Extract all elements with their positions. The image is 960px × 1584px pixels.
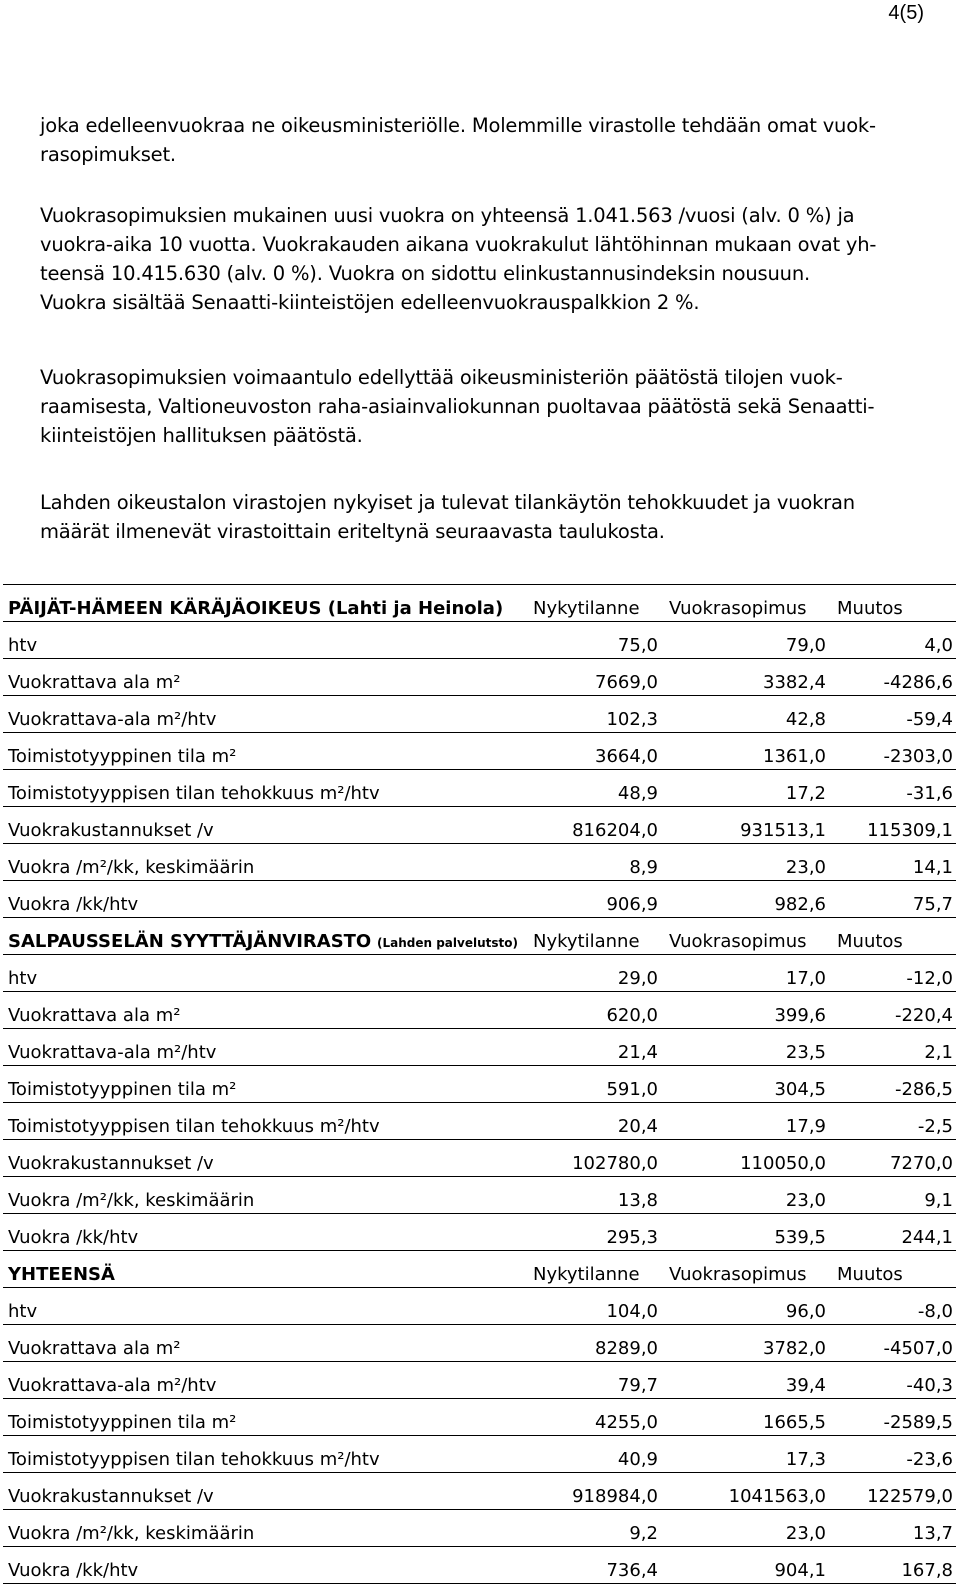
value-cell: -4286,6	[829, 659, 956, 696]
text-line: raamisesta, Valtioneuvoston raha-asiainvaliokunnan puoltavaa päätöstä sekä Senaatti-	[40, 395, 875, 418]
value-cell: 14,1	[829, 844, 956, 881]
value-cell: 3782,0	[661, 1325, 829, 1362]
paragraph-4	[40, 488, 935, 546]
section-title: PÄIJÄT-HÄMEEN KÄRÄJÄOIKEUS (Lahti ja Heinola)	[8, 598, 504, 619]
value-cell: 23,0	[661, 1177, 829, 1214]
row-label: Toimistotyyppinen tila m²	[3, 1399, 525, 1436]
value-cell: 620,0	[525, 992, 661, 1029]
table-row	[3, 1103, 956, 1140]
table-row	[3, 807, 956, 844]
row-label: Vuokra /m²/kk, keskimäärin	[3, 1177, 525, 1214]
table-row	[3, 1547, 956, 1584]
value-cell: 4255,0	[525, 1399, 661, 1436]
table-row	[3, 955, 956, 992]
value-cell: 75,7	[829, 881, 956, 918]
section-title: SALPAUSSELÄN SYYTTÄJÄNVIRASTO	[8, 931, 372, 952]
paragraph-3	[40, 363, 935, 450]
row-label: htv	[3, 1288, 525, 1325]
section-title-cell	[3, 918, 525, 955]
value-cell: 295,3	[525, 1214, 661, 1251]
section-header-row	[3, 1251, 956, 1288]
value-cell: 539,5	[661, 1214, 829, 1251]
value-cell: 7270,0	[829, 1140, 956, 1177]
value-cell: 13,7	[829, 1510, 956, 1547]
text-line: Vuokrasopimuksien voimaantulo edellyttää oikeusministeriön päätöstä tilojen vuok-	[40, 366, 843, 389]
column-header: Muutos	[829, 1251, 956, 1288]
table-row	[3, 844, 956, 881]
text-line: rasopimukset.	[40, 143, 176, 166]
section-title-cell	[3, 1251, 525, 1288]
table-row	[3, 1362, 956, 1399]
paragraph-1	[40, 111, 935, 169]
column-header: Nykytilanne	[525, 585, 661, 622]
row-label: Toimistotyyppinen tila m²	[3, 733, 525, 770]
column-header: Muutos	[829, 585, 956, 622]
value-cell: 17,9	[661, 1103, 829, 1140]
value-cell: 7669,0	[525, 659, 661, 696]
row-label: Vuokra /kk/htv	[3, 881, 525, 918]
table-row	[3, 770, 956, 807]
value-cell: 4,0	[829, 622, 956, 659]
value-cell: -31,6	[829, 770, 956, 807]
section-title-cell	[3, 585, 525, 622]
value-cell: 17,2	[661, 770, 829, 807]
value-cell: 23,0	[661, 1510, 829, 1547]
value-cell: -286,5	[829, 1066, 956, 1103]
value-cell: 904,1	[661, 1547, 829, 1584]
value-cell: -2,5	[829, 1103, 956, 1140]
text-line: joka edelleenvuokraa ne oikeusministeriölle. Molemmille virastolle tehdään omat vuok-	[40, 114, 876, 137]
value-cell: -23,6	[829, 1436, 956, 1473]
table-row	[3, 1399, 956, 1436]
row-label: htv	[3, 955, 525, 992]
text-line: määrät ilmenevät virastoittain eriteltynä seuraavasta taulukosta.	[40, 520, 665, 543]
value-cell: 304,5	[661, 1066, 829, 1103]
value-cell: 79,7	[525, 1362, 661, 1399]
value-cell: 20,4	[525, 1103, 661, 1140]
table-row	[3, 1473, 956, 1510]
value-cell: 23,0	[661, 844, 829, 881]
value-cell: 2,1	[829, 1029, 956, 1066]
row-label: Vuokrattava ala m²	[3, 1325, 525, 1362]
value-cell: 17,3	[661, 1436, 829, 1473]
value-cell: -8,0	[829, 1288, 956, 1325]
value-cell: 48,9	[525, 770, 661, 807]
table-row	[3, 1029, 956, 1066]
value-cell: 40,9	[525, 1436, 661, 1473]
table-row	[3, 1214, 956, 1251]
value-cell: -12,0	[829, 955, 956, 992]
row-label: Vuokrakustannukset /v	[3, 1473, 525, 1510]
value-cell: 399,6	[661, 992, 829, 1029]
row-label: Vuokra /m²/kk, keskimäärin	[3, 844, 525, 881]
value-cell: 167,8	[829, 1547, 956, 1584]
value-cell: 1361,0	[661, 733, 829, 770]
value-cell: 918984,0	[525, 1473, 661, 1510]
value-cell: 42,8	[661, 696, 829, 733]
table-row	[3, 1436, 956, 1473]
value-cell: 931513,1	[661, 807, 829, 844]
text-line: vuokra-aika 10 vuotta. Vuokrakauden aikana vuokrakulut lähtöhinnan mukaan ovat yh-	[40, 233, 877, 256]
text-line: kiinteistöjen hallituksen päätöstä.	[40, 424, 363, 447]
section-subtitle: (Lahden palvelutsto)	[376, 936, 518, 950]
section-header-row	[3, 918, 956, 955]
value-cell: 3664,0	[525, 733, 661, 770]
value-cell: 8289,0	[525, 1325, 661, 1362]
value-cell: 9,2	[525, 1510, 661, 1547]
table-row	[3, 659, 956, 696]
table-row	[3, 733, 956, 770]
value-cell: 104,0	[525, 1288, 661, 1325]
row-label: Toimistotyyppisen tilan tehokkuus m²/htv	[3, 1103, 525, 1140]
value-cell: 736,4	[525, 1547, 661, 1584]
value-cell: 110050,0	[661, 1140, 829, 1177]
value-cell: 13,8	[525, 1177, 661, 1214]
row-label: Vuokrattava ala m²	[3, 992, 525, 1029]
row-label: htv	[3, 622, 525, 659]
table-row	[3, 1288, 956, 1325]
value-cell: 23,5	[661, 1029, 829, 1066]
value-cell: 17,0	[661, 955, 829, 992]
row-label: Vuokra /kk/htv	[3, 1547, 525, 1584]
value-cell: 3382,4	[661, 659, 829, 696]
value-cell: 115309,1	[829, 807, 956, 844]
row-label: Vuokrattava ala m²	[3, 659, 525, 696]
value-cell: 982,6	[661, 881, 829, 918]
rent-comparison-table	[3, 584, 956, 1584]
text-line: Vuokra sisältää Senaatti-kiinteistöjen edelleenvuokrauspalkkion 2 %.	[40, 291, 700, 314]
table-row	[3, 881, 956, 918]
table-row	[3, 622, 956, 659]
value-cell: 816204,0	[525, 807, 661, 844]
table-row	[3, 1510, 956, 1547]
section-header-row	[3, 585, 956, 622]
value-cell: 75,0	[525, 622, 661, 659]
value-cell: 122579,0	[829, 1473, 956, 1510]
text-line: Lahden oikeustalon virastojen nykyiset ja tulevat tilankäytön tehokkuudet ja vuokran	[40, 491, 855, 514]
table-row	[3, 1140, 956, 1177]
value-cell: 244,1	[829, 1214, 956, 1251]
row-label: Vuokrattava-ala m²/htv	[3, 1362, 525, 1399]
row-label: Vuokrattava-ala m²/htv	[3, 696, 525, 733]
value-cell: -40,3	[829, 1362, 956, 1399]
row-label: Vuokrakustannukset /v	[3, 807, 525, 844]
table-row	[3, 1325, 956, 1362]
section-title: YHTEENSÄ	[8, 1264, 115, 1285]
page-number: 4(5)	[888, 2, 924, 24]
value-cell: 1665,5	[661, 1399, 829, 1436]
value-cell: 39,4	[661, 1362, 829, 1399]
value-cell: 1041563,0	[661, 1473, 829, 1510]
text-line: Vuokrasopimuksien mukainen uusi vuokra on yhteensä 1.041.563 /vuosi (alv. 0 %) ja	[40, 204, 855, 227]
value-cell: -4507,0	[829, 1325, 956, 1362]
row-label: Vuokrattava-ala m²/htv	[3, 1029, 525, 1066]
value-cell: 591,0	[525, 1066, 661, 1103]
column-header: Vuokrasopimus	[661, 918, 829, 955]
column-header: Vuokrasopimus	[661, 1251, 829, 1288]
row-label: Vuokra /m²/kk, keskimäärin	[3, 1510, 525, 1547]
column-header: Nykytilanne	[525, 1251, 661, 1288]
value-cell: 9,1	[829, 1177, 956, 1214]
value-cell: 21,4	[525, 1029, 661, 1066]
column-header: Muutos	[829, 918, 956, 955]
value-cell: 102,3	[525, 696, 661, 733]
value-cell: 29,0	[525, 955, 661, 992]
value-cell: 102780,0	[525, 1140, 661, 1177]
text-line: teensä 10.415.630 (alv. 0 %). Vuokra on sidottu elinkustannusindeksin nousuun.	[40, 262, 810, 285]
table-row	[3, 696, 956, 733]
value-cell: 8,9	[525, 844, 661, 881]
table-row	[3, 1177, 956, 1214]
row-label: Toimistotyyppisen tilan tehokkuus m²/htv	[3, 770, 525, 807]
column-header: Vuokrasopimus	[661, 585, 829, 622]
value-cell: 906,9	[525, 881, 661, 918]
value-cell: -2589,5	[829, 1399, 956, 1436]
value-cell: -2303,0	[829, 733, 956, 770]
row-label: Vuokra /kk/htv	[3, 1214, 525, 1251]
value-cell: -59,4	[829, 696, 956, 733]
column-header: Nykytilanne	[525, 918, 661, 955]
value-cell: -220,4	[829, 992, 956, 1029]
row-label: Toimistotyyppisen tilan tehokkuus m²/htv	[3, 1436, 525, 1473]
value-cell: 79,0	[661, 622, 829, 659]
value-cell: 96,0	[661, 1288, 829, 1325]
table-row	[3, 1066, 956, 1103]
row-label: Toimistotyyppinen tila m²	[3, 1066, 525, 1103]
paragraph-2	[40, 201, 935, 317]
table-row	[3, 992, 956, 1029]
row-label: Vuokrakustannukset /v	[3, 1140, 525, 1177]
